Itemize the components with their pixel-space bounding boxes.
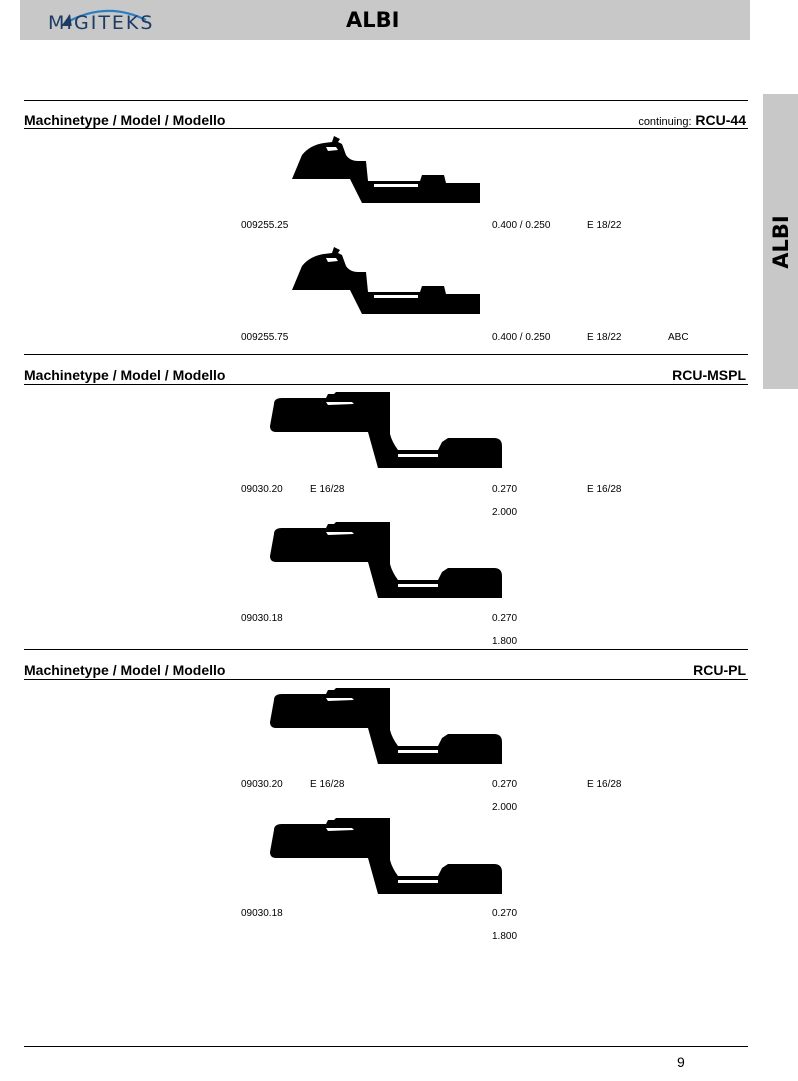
section-rule [24, 649, 748, 650]
part-gauge: E 16/28 [310, 779, 345, 790]
part-gauge: E 16/28 [310, 484, 345, 495]
model-prefix: continuing: [638, 116, 692, 128]
section-rule [24, 679, 748, 680]
header-bar [20, 0, 750, 40]
part-dimension: 0.270 [492, 613, 518, 624]
section-label: Machinetype / Model / Modello [24, 662, 226, 678]
part-gauge: E 16/28 [587, 484, 622, 495]
part-dimension: 0.400 / 0.250 [492, 332, 551, 343]
section-rule [24, 384, 748, 385]
part-profile-drawing [268, 686, 504, 768]
section-model [693, 662, 746, 678]
part-gauge: E 16/28 [587, 779, 622, 790]
part-dimension: 0.270 [492, 908, 518, 919]
section-rule [24, 128, 748, 129]
part-dimension: 1.800 [492, 636, 518, 647]
part-extra: ABC [668, 332, 689, 343]
part-code: 09030.18 [241, 908, 283, 919]
part-gauge: E 18/22 [587, 220, 622, 231]
part-code: 009255.25 [241, 220, 289, 231]
logo-text: MIGITEKS [48, 12, 155, 34]
side-tab [763, 94, 798, 389]
part-gauge: E 18/22 [587, 332, 622, 343]
part-dimension: 0.270 [492, 484, 518, 495]
section-label: Machinetype / Model / Modello [24, 112, 226, 128]
part-profile-drawing [288, 135, 484, 207]
part-profile-drawing [268, 816, 504, 898]
part-dimension: 1.800 [492, 931, 518, 942]
part-profile-drawing [268, 390, 504, 472]
part-dimension: 2.000 [492, 802, 518, 813]
side-tab-label: ALBI [768, 214, 793, 269]
model-name: RCU-PL [693, 662, 746, 678]
part-dimension: 0.270 [492, 779, 518, 790]
part-code: 09030.18 [241, 613, 283, 624]
page-title: ALBI [346, 8, 400, 32]
part-profile-drawing [268, 520, 504, 602]
model-name: RCU-44 [695, 112, 746, 128]
migiteks-logo [34, 4, 164, 36]
page-number: 9 [677, 1054, 685, 1070]
section-rule [24, 354, 748, 355]
part-code: 009255.75 [241, 332, 289, 343]
part-code: 09030.20 [241, 779, 283, 790]
section-model [672, 367, 746, 383]
part-dimension: 2.000 [492, 507, 518, 518]
part-code: 09030.20 [241, 484, 283, 495]
section-label: Machinetype / Model / Modello [24, 367, 226, 383]
part-profile-drawing [288, 246, 484, 318]
part-dimension: 0.400 / 0.250 [492, 220, 551, 231]
section-model [638, 112, 746, 128]
section-rule [24, 100, 748, 101]
footer-rule [24, 1046, 748, 1047]
model-name: RCU-MSPL [672, 367, 746, 383]
